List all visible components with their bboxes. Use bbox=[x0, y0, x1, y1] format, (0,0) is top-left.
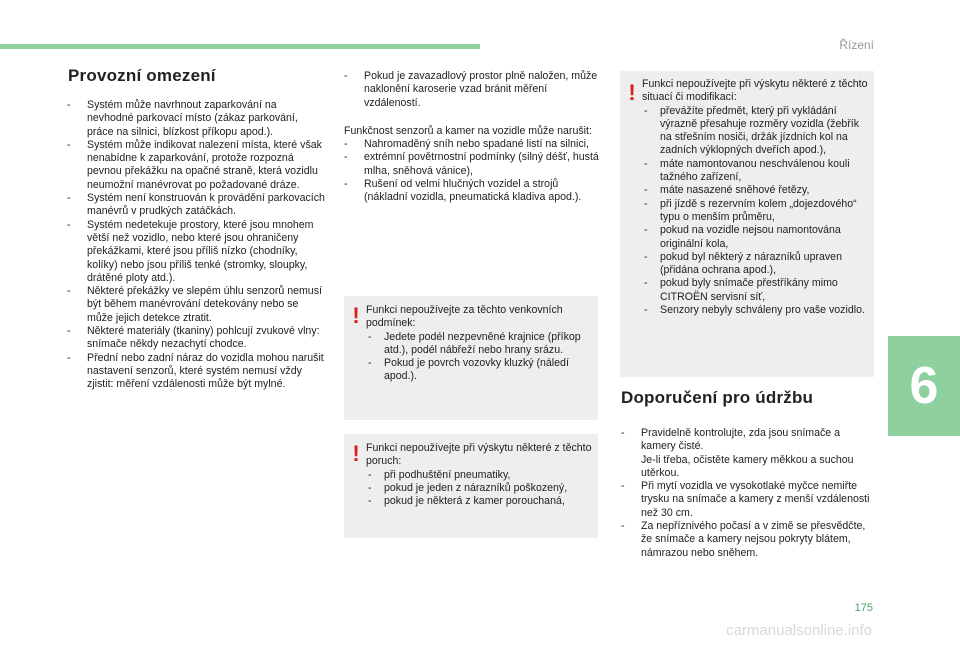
top-accent-bar bbox=[0, 44, 480, 49]
list-item: - máte nasazené sněhové řetězy, bbox=[642, 184, 870, 197]
page-number: 175 bbox=[854, 602, 873, 614]
list-item: - Systém nedetekuje prostory, které jsou mnohem větší než vozidlo, nebo které jsou ohraničeny překážkami, které jsou příliš nízko (chodníky, kolíky) nebo jsou příliš tenké (stromky, sloupky, drátěné ploty atd.). bbox=[67, 219, 325, 285]
maintenance-column bbox=[621, 427, 873, 560]
list-item: - Některé překážky ve slepém úhlu senzorů nemusí být během manévrování detekovány nebo se může jejich detekce ztratit. bbox=[67, 285, 325, 325]
list-item: - Pokud je povrch vozovky kluzký (náledí apod.). bbox=[366, 357, 592, 384]
list-item: - při jízdě s rezervním kolem „dojezdového“ typu o menším průměru, bbox=[642, 198, 870, 225]
list-item: - máte namontovanou neschválenou kouli tažného zařízení, bbox=[642, 158, 870, 185]
exclamation-warning-icon: ! bbox=[352, 441, 360, 466]
list-item: - při podhuštění pneumatiky, bbox=[366, 469, 592, 482]
left-column bbox=[67, 99, 325, 392]
list-item: - pokud byly snímače přestříkány mimo CITROËN servisní síť, bbox=[642, 277, 870, 304]
warning-box-faults: ! Funkci nepoužívejte při výskytu některé z těchto poruch: - při podhuštění pneumatiky, - pokud je jeden z nárazníků poškozený, - pokud je některá z kamer porouchaná, bbox=[344, 434, 598, 538]
list-item: - Přední nebo zadní náraz do vozidla mohou narušit nastavení senzorů, které systém nemusí vždy zjistit: měření vzdálenosti může být mylné. bbox=[67, 352, 325, 392]
list-item: - pokud je jeden z nárazníků poškozený, bbox=[366, 482, 592, 495]
exclamation-warning-icon: ! bbox=[628, 80, 636, 105]
list-item: - Za nepříznivého počasí a v zimě se přesvědčte, že snímače a kamery nejsou pokryty blátem, námrazou nebo sněhem. bbox=[621, 520, 873, 560]
list-item: - Systém není konstruován k provádění parkovacích manévrů v prudkých zatáčkách. bbox=[67, 192, 325, 219]
list-item: - pokud je některá z kamer porouchaná, bbox=[366, 495, 592, 508]
list-item: - Systém může navrhnout zaparkování na nevhodné parkovací místo (zákaz parkování, práce na silnici, blízkost příkopu apod.). bbox=[67, 99, 325, 139]
warning-box-modifications: ! Funkci nepoužívejte při výskytu některé z těchto situací či modifikací: - převážíte předmět, který při vykládání výrazně přesahuje rozměry vozidla (žebřík na střešním nosiči, držák jízdních kol na zadních výklopných dveřích apod.), - máte namontovanou neschválenou kouli tažného zařízení, - máte nasazené sněhové řetězy, - při jízdě s rezervním kolem „dojezdového“ typu o menším průměru, - pokud na vozidle nejsou namontována originální kola, - pokud byl některý z nárazníků upraven (přidána ochrana apod.), - pokud byly snímače přestříkány mimo CITROËN servisní síť, - Senzory nebyly schváleny pro vaše vozidlo. bbox=[620, 71, 874, 377]
left-heading: Provozní omezení bbox=[68, 66, 216, 85]
list-item: - Pokud je zavazadlový prostor plně naložen, může naklonění karoserie vzad bránit měření vzdáleností. bbox=[344, 70, 600, 110]
list-item: - pokud byl některý z nárazníků upraven (přidána ochrana apod.), bbox=[642, 251, 870, 278]
list-item: - převážíte předmět, který při vykládání výrazně přesahuje rozměry vozidla (žebřík na střešním nosiči, držák jízdních kol na zadních výklopných dveřích apod.), bbox=[642, 105, 870, 158]
section-title: Řízení bbox=[839, 38, 874, 52]
list-item: - Při mytí vozidla ve vysokotlaké myčce nemiřte trysku na snímače a kamery z menší vzdálenosti než 30 cm. bbox=[621, 480, 873, 520]
maintenance-list bbox=[621, 427, 873, 560]
chapter-tab: 6 bbox=[888, 336, 960, 436]
exclamation-warning-icon: ! bbox=[352, 303, 360, 328]
list-item: - Jedete podél nezpevněné krajnice (příkop atd.), podél nábřeží nebo hrany srázu. bbox=[366, 331, 592, 358]
list-item: - Pravidelně kontrolujte, zda jsou snímače a kamery čisté. Je-li třeba, očistěte kamery měkkou a suchou utěrkou. bbox=[621, 427, 873, 480]
list-item: - extrémní povětrnostní podmínky (silný déšť, hustá mlha, sněhová vánice), bbox=[344, 151, 600, 178]
middle-list bbox=[344, 138, 600, 204]
left-list bbox=[67, 99, 325, 392]
warning-box-outdoor: ! Funkci nepoužívejte za těchto venkovních podmínek: - Jedete podél nezpevněné krajnice (příkop atd.), podél nábřeží nebo hrany srázu. - Pokud je povrch vozovky kluzký (náledí apod.). bbox=[344, 296, 598, 420]
watermark: carmanualsonline.info bbox=[726, 622, 872, 639]
middle-column bbox=[344, 70, 600, 205]
list-item: - Nahromaděný sníh nebo spadané listí na silnici, bbox=[344, 138, 600, 151]
list-item: - Některé materiály (tkaniny) pohlcují zvukové vlny: snímače někdy nezachytí chodce. bbox=[67, 325, 325, 352]
middle-intro: Funkčnost senzorů a kamer na vozidle může narušit: bbox=[344, 124, 592, 137]
maintenance-heading: Doporučení pro údržbu bbox=[621, 388, 814, 407]
list-item: - Senzory nebyly schváleny pro vaše vozidlo. bbox=[642, 304, 870, 317]
list-item: - pokud na vozidle nejsou namontována originální kola, bbox=[642, 224, 870, 251]
list-item: - Rušení od velmi hlučných vozidel a strojů (nákladní vozidla, pneumatická kladiva apod.). bbox=[344, 178, 600, 205]
list-item: - Systém může indikovat nalezení místa, které však nenabídne k zaparkování, protože rozpozná pevnou překážku na opačné straně, která vozidlu neumožní manévrovat po požadované dráze. bbox=[67, 139, 325, 192]
